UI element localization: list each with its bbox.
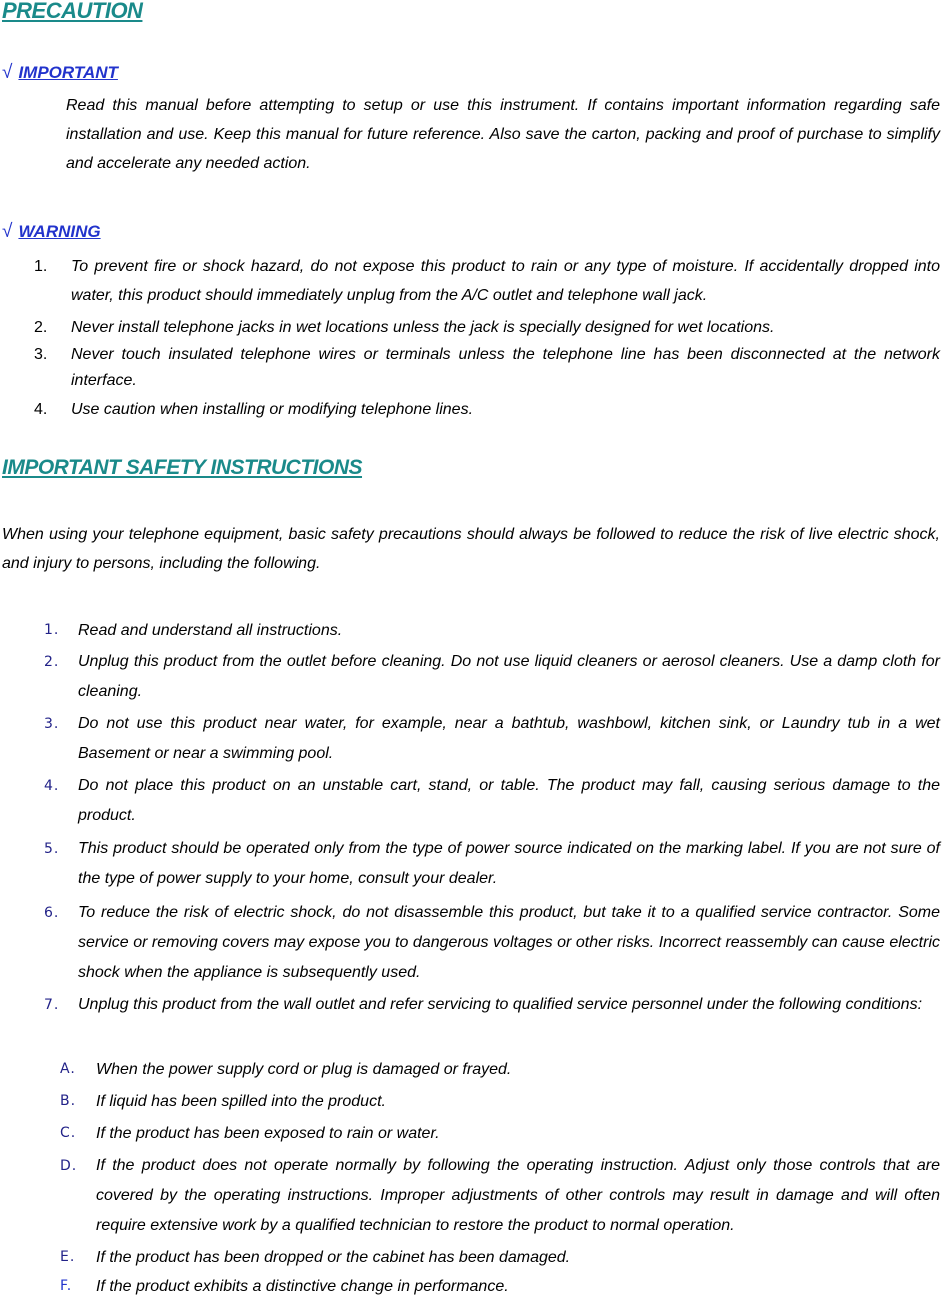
warning-item-number: 2. xyxy=(34,319,48,336)
checkmark-icon: √ xyxy=(2,221,13,242)
safety-item xyxy=(44,616,940,645)
safety-item xyxy=(44,834,940,894)
checkmark-icon: √ xyxy=(2,62,13,83)
condition-item xyxy=(60,1243,940,1272)
safety-item-number: 2. xyxy=(44,654,60,670)
safety-item-text: Read and understand all instructions. xyxy=(78,622,343,639)
condition-item-text: When the power supply cord or plug is damaged or frayed. xyxy=(96,1061,512,1078)
condition-item-text: If the product has been dropped or the cabinet has been damaged. xyxy=(96,1249,571,1266)
important-text: Read this manual before attempting to setup or use this instrument. If contains important information regarding safe installation and use. Keep this manual for future reference. Also save the carton, packing and proof of purchase to simplify and accelerate any needed action. xyxy=(66,97,940,172)
safety-item xyxy=(44,898,940,988)
condition-item-text: If the product has been exposed to rain or water. xyxy=(96,1125,440,1142)
warning-item-number: 3. xyxy=(34,346,48,363)
safety-title: IMPORTANT SAFETY INSTRUCTIONS xyxy=(2,456,363,479)
condition-item-letter: E. xyxy=(60,1249,76,1265)
condition-item-letter: B. xyxy=(60,1093,77,1109)
page-title: PRECAUTION xyxy=(2,0,143,23)
warning-item xyxy=(34,252,940,310)
warning-item-text: Never install telephone jacks in wet locations unless the jack is specially designed for wet locations. xyxy=(71,319,775,336)
safety-item xyxy=(44,771,940,831)
warning-item xyxy=(34,342,940,394)
warning-item-number: 4. xyxy=(34,401,48,418)
safety-item-text: Unplug this product from the wall outlet and refer servicing to qualified service personnel under the following conditions: xyxy=(78,996,923,1013)
warning-item xyxy=(34,316,940,340)
safety-item xyxy=(44,990,940,1020)
condition-item-text: If liquid has been spilled into the product. xyxy=(96,1093,386,1110)
safety-item-text: This product should be operated only from the type of power source indicated on the marking label. If you are not sure of the type of power supply to your home, consult your dealer. xyxy=(78,840,940,887)
condition-item-letter: D. xyxy=(60,1158,78,1174)
warning-label: WARNING xyxy=(18,222,101,241)
warning-item-text: To prevent fire or shock hazard, do not expose this product to rain or any type of moisture. If accidentally dropped into water, this product should immediately unplug from the A/C outlet and telephone wall jack. xyxy=(71,258,940,304)
important-label: IMPORTANT xyxy=(18,63,118,82)
condition-item-letter: F. xyxy=(60,1278,73,1294)
safety-item-text: Do not place this product on an unstable cart, stand, or table. The product may fall, causing serious damage to the product. xyxy=(78,777,940,824)
safety-item-number: 5. xyxy=(44,841,60,857)
safety-intro: When using your telephone equipment, basic safety precautions should always be followed to reduce the risk of live electric shock, and injury to persons, including the following. xyxy=(2,526,940,572)
condition-item xyxy=(60,1272,940,1301)
warning-heading xyxy=(2,221,101,243)
safety-item-text: Unplug this product from the outlet before cleaning. Do not use liquid cleaners or aerosol cleaners. Use a damp cloth for cleaning. xyxy=(78,653,940,700)
safety-item xyxy=(44,647,940,707)
condition-item-letter: A. xyxy=(60,1061,76,1077)
condition-item xyxy=(60,1151,940,1241)
condition-item xyxy=(60,1055,940,1084)
safety-item-text: Do not use this product near water, for example, near a bathtub, washbowl, kitchen sink, or Laundry tub in a wet Basement or near a swimming pool. xyxy=(78,715,940,762)
safety-item-text: To reduce the risk of electric shock, do not disassemble this product, but take it to a qualified service contractor. Some service or removing covers may expose you to dangerous voltages or other risks. Incorrect reassembly can cause electric shock when the appliance is subsequently used. xyxy=(78,904,940,981)
warning-item xyxy=(34,398,940,422)
condition-item xyxy=(60,1119,940,1148)
safety-item-number: 1. xyxy=(44,622,60,638)
condition-item-text: If the product exhibits a distinctive change in performance. xyxy=(96,1278,509,1295)
warning-item-number: 1. xyxy=(34,258,48,275)
important-heading xyxy=(2,62,118,84)
warning-item-text: Use caution when installing or modifying telephone lines. xyxy=(71,401,474,418)
condition-item-text: If the product does not operate normally by following the operating instruction. Adjust only those controls that are covered by the operating instructions. Improper adjustments of other controls may result in damage and will often require extensive work by a qualified technician to restore the product to normal operation. xyxy=(96,1157,940,1234)
safety-item-number: 6. xyxy=(44,905,60,921)
safety-item xyxy=(44,709,940,769)
safety-item-number: 3. xyxy=(44,716,60,732)
condition-item xyxy=(60,1087,940,1116)
condition-item-letter: C. xyxy=(60,1125,77,1141)
safety-item-number: 4. xyxy=(44,778,60,794)
safety-item-number: 7. xyxy=(44,997,60,1013)
warning-item-text: Never touch insulated telephone wires or terminals unless the telephone line has been disconnected at the network interface. xyxy=(71,346,940,389)
